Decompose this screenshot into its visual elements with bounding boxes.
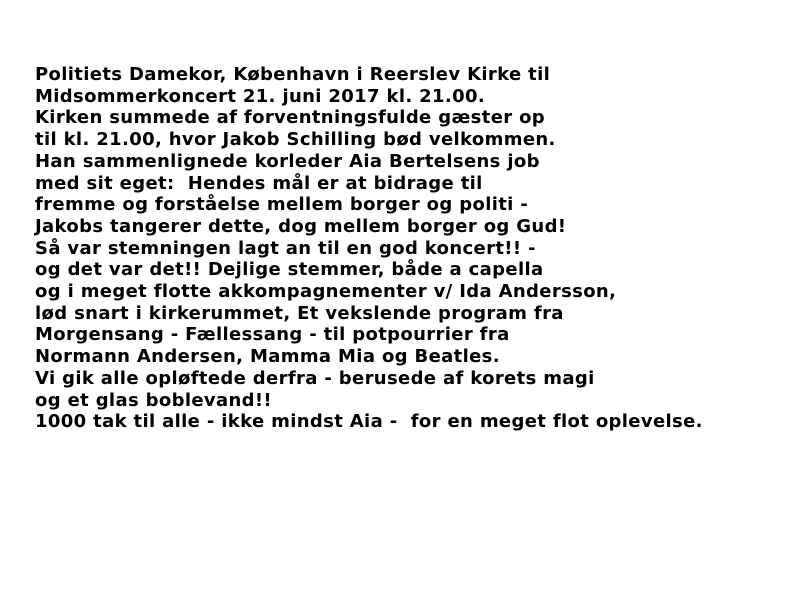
text-line: lød snart i kirkerummet, Et vekslende program fra	[35, 302, 564, 324]
concert-review-text	[35, 64, 795, 433]
text-line: 1000 tak til alle - ikke mindst Aia - for en meget flot oplevelse.	[35, 411, 703, 433]
text-line: Jakobs tangerer dette, dog mellem borger og Gud!	[35, 215, 567, 237]
text-line: til kl. 21.00, hvor Jakob Schilling bød velkommen.	[35, 129, 556, 151]
text-line: og i meget flotte akkompagnementer v/ Ida Andersson,	[35, 281, 617, 303]
text-line: Kirken summede af forventningsfulde gæster op	[35, 107, 546, 129]
text-line: og et glas boblevand!!	[35, 389, 272, 411]
text-line: Så var stemningen lagt an til en god koncert!! -	[35, 237, 536, 259]
text-line: fremme og forståelse mellem borger og politi -	[35, 194, 529, 216]
text-line: Vi gik alle opløftede derfra - berusede af korets magi	[35, 367, 595, 389]
text-line: og det var det!! Dejlige stemmer, både a capella	[35, 259, 544, 281]
text-line: med sit eget: Hendes mål er at bidrage til	[35, 172, 483, 194]
text-line: Politiets Damekor, København i Reerslev Kirke til	[35, 64, 551, 85]
text-line: Han sammenlignede korleder Aia Bertelsens job	[35, 150, 540, 172]
text-line: Normann Andersen, Mamma Mia og Beatles.	[35, 346, 500, 368]
text-line: Midsommerkoncert 21. juni 2017 kl. 21.00.	[35, 85, 486, 107]
text-line: Morgensang - Fællessang - til potpourrier fra	[35, 324, 510, 346]
